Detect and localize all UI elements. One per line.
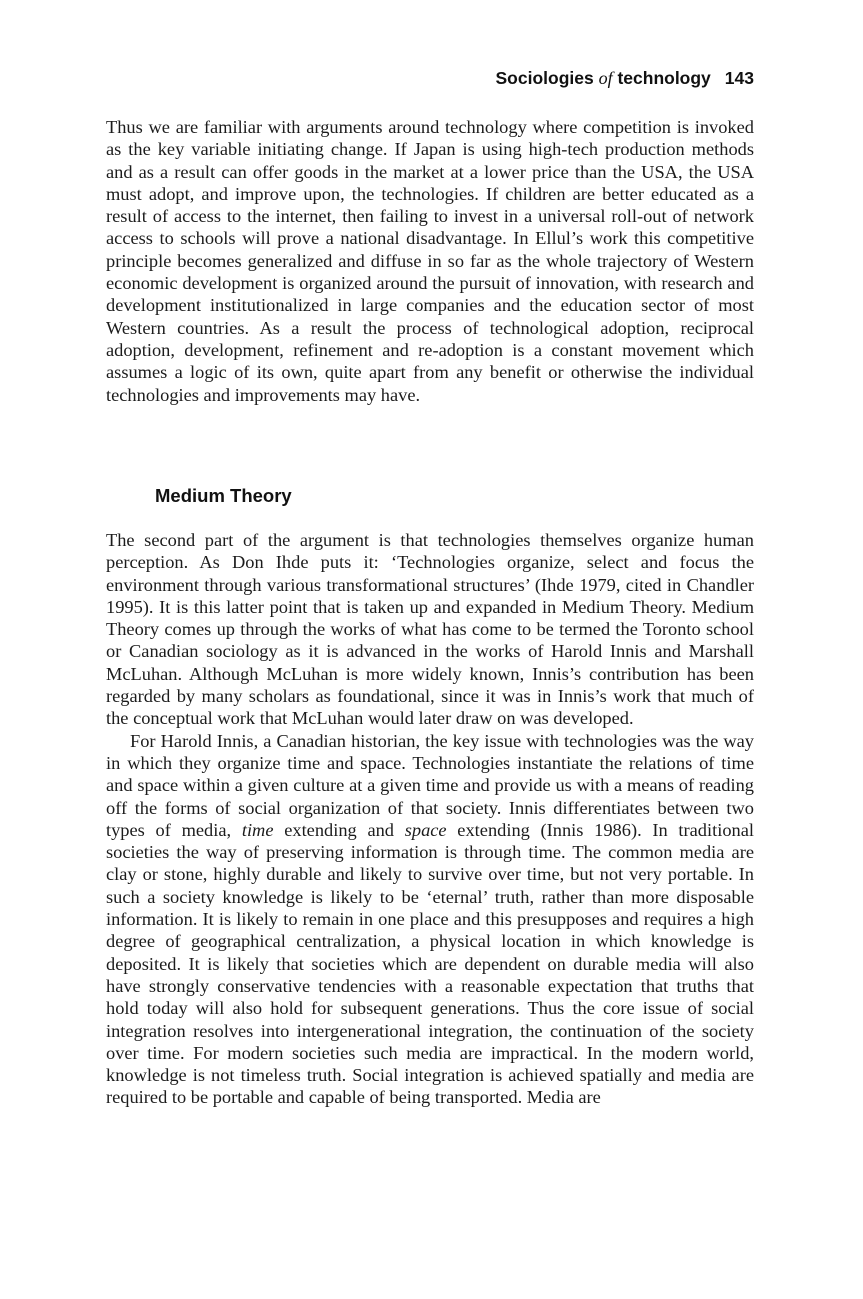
italic-time: time: [241, 819, 274, 840]
running-head-title: [496, 68, 711, 88]
running-head-title-pre: Sociologies: [495, 68, 599, 88]
paragraph-3-part-b: extending and: [273, 819, 405, 840]
paragraph-3-part-a: For Harold Innis, a Canadian historian, the key issue with technologies was the way in which they organize time and space. Technologies instantiate the relations of time and space within a given culture at a given time and provide us with a means of reading off the forms of social organization of that society. Innis differentiates between two types of media,: [106, 730, 754, 840]
paragraph-1: Thus we are familiar with arguments around technology where competition is invoked as the key variable initiating change. If Japan is using high-tech production methods and as a result can offer goods in the market at a lower price than the USA, the USA must adopt, and improve upon, the technologies. If children are better educated as a result of access to the internet, then failing to invest in a universal roll-out of network access to schools will prove a national disadvantage. In Ellul’s work this competitive principle becomes generalized and diffuse in so far as the whole trajectory of Western economic development is organized around the pursuit of innovation, with research and development institutionalized in large companies and the education sector of most Western countries. As a result the process of technological adoption, reciprocal adoption, development, refinement and re-adoption is a constant movement which assumes a logic of its own, quite apart from any benefit or otherwise the individual technologies and improvements may have.: [106, 117, 754, 405]
section-heading: Medium Theory: [155, 485, 292, 506]
running-head-title-post: technology: [612, 68, 711, 88]
page-number: 143: [724, 68, 754, 88]
body-text-top: [106, 116, 754, 406]
paragraph-3: [106, 730, 754, 1109]
running-head-title-italic: of: [598, 68, 613, 88]
section-body: [106, 529, 754, 1109]
paragraph-3-part-c: extending (Innis 1986). In traditional societies the way of preserving information is through time. The common media are clay or stone, highly durable and likely to survive over time, but not very portable. In such a society knowledge is likely to be ‘eternal’ truth, rather than more disposable information. It is likely to remain in one place and this presupposes and requires a high degree of geographical centralization, a physical location in which knowledge is deposited. It is likely that societies which are dependent on durable media will also have strongly conservative tendencies with a reasonable expectation that truths that hold today will also hold for subsequent generations. Thus the core issue of social integration resolves into intergenerational integration, the continuation of the society over time. For modern societies such media are impractical. In the modern world, knowledge is not timeless truth. Social integration is achieved spatially and media are required to be portable and capable of being transported. Media are: [106, 819, 754, 1108]
paragraph-2: The second part of the argument is that technologies themselves organize human perception. As Don Ihde puts it: ‘Technologies organize, select and focus the environment through various transformational structures’ (Ihde 1979, cited in Chandler 1995). It is this latter point that is taken up and expanded in Medium Theory. Medium Theory comes up through the works of what has come to be termed the Toronto school or Canadian sociology as it is advanced in the works of Harold Innis and Marshall McLuhan. Although McLuhan is more widely known, Innis’s contribution has been regarded by many scholars as foundational, since it was in Innis’s work that much of the conceptual work that McLuhan would later draw on was developed.: [106, 530, 754, 729]
italic-space: space: [404, 819, 447, 840]
running-head: [106, 68, 754, 88]
